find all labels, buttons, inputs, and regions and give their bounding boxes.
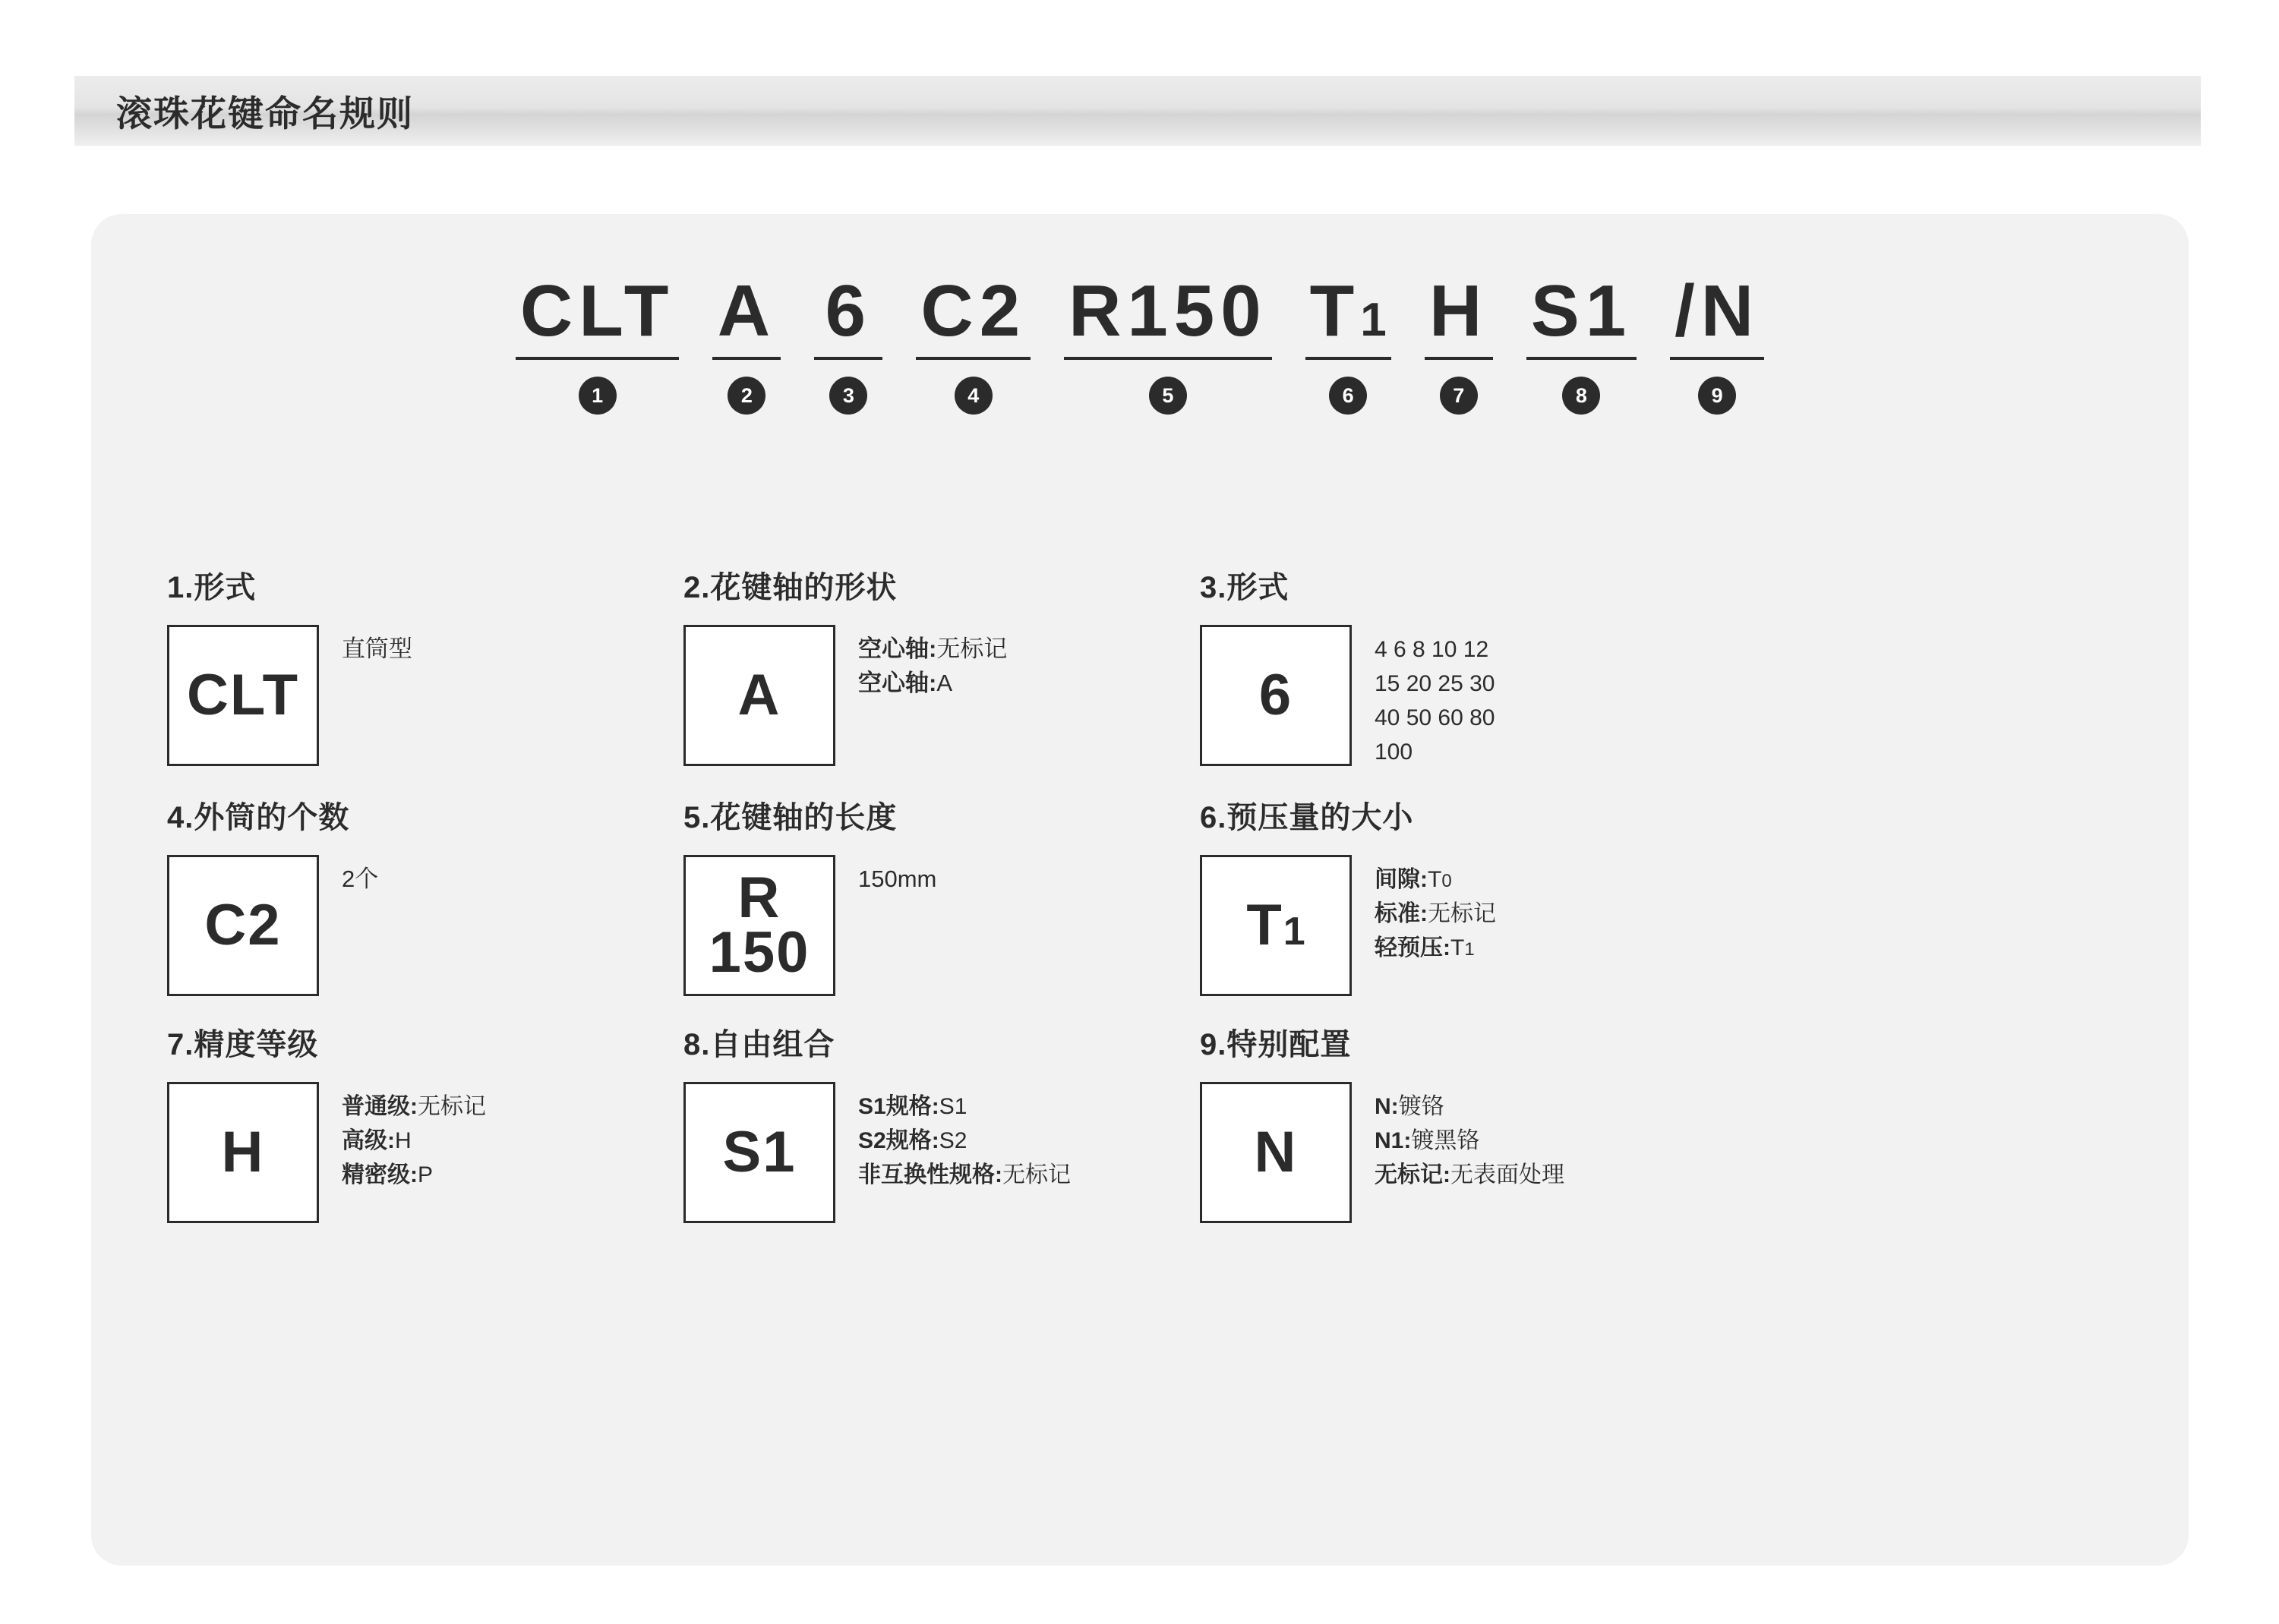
legend-item-code-box (683, 855, 835, 996)
legend-grid (167, 563, 2126, 1247)
code-segment (1425, 270, 1493, 415)
legend-note-label: S1规格: (858, 1094, 939, 1119)
code-segment (516, 270, 679, 415)
code-segment (1670, 270, 1764, 415)
legend-item-code-box (683, 1082, 835, 1223)
code-segment-badge: 8 (1562, 377, 1600, 415)
legend-item-code-box (167, 1082, 319, 1223)
legend-item-code-box (1200, 855, 1352, 996)
legend-note-line (858, 632, 1007, 667)
legend-note-value: 100 (1375, 739, 1413, 765)
legend-note-label: 普通级: (342, 1094, 418, 1119)
code-segment-text: CLT (519, 270, 675, 352)
code-segment-underline (1526, 357, 1637, 360)
legend-item-code-text: A (737, 662, 781, 727)
legend-item-code-text: T1 (1246, 892, 1305, 957)
legend-item (1200, 563, 1716, 769)
code-segment-underline (1064, 357, 1272, 360)
legend-item-notes (1375, 1082, 1564, 1192)
legend-item-title: 4.外筒的个数 (167, 801, 350, 834)
legend-item-code-text: N (1254, 1119, 1298, 1184)
code-segment (916, 270, 1031, 415)
legend-item (683, 563, 1200, 769)
legend-item-code-text: 6 (1258, 662, 1293, 727)
legend-item-title: 5.花键轴的长度 (683, 801, 898, 834)
code-segment-badge: 6 (1329, 377, 1367, 415)
legend-note-line (1375, 862, 1496, 897)
legend-note-line (1375, 667, 1495, 701)
legend-item-body (167, 625, 683, 766)
legend-note-label: 间隙: (1375, 867, 1428, 892)
naming-rule-panel (91, 214, 2189, 1566)
legend-item-title: 2.花键轴的形状 (683, 571, 898, 604)
legend-item-body (683, 1082, 1200, 1223)
legend-item (1200, 1020, 1716, 1223)
legend-item-title: 1.形式 (167, 571, 257, 604)
legend-item (1200, 793, 1716, 996)
legend-note-line (342, 1158, 486, 1192)
code-string-row (91, 270, 2189, 415)
legend-note-line (858, 1089, 1071, 1124)
legend-item-notes (342, 855, 378, 897)
legend-note-line (342, 1124, 486, 1158)
legend-note-label: 非互换性规格: (858, 1162, 1002, 1187)
code-segment-badge: 9 (1698, 377, 1736, 415)
legend-item-title: 7.精度等级 (167, 1028, 319, 1061)
legend-note-line (858, 862, 936, 897)
legend-item-code-box (1200, 625, 1352, 766)
code-segment-underline (1425, 357, 1493, 360)
legend-note-value: T1 (1450, 935, 1475, 960)
legend-note-value: 直筒型 (342, 635, 412, 662)
code-segment (1064, 270, 1272, 415)
legend-note-value: 镀铬 (1398, 1094, 1444, 1119)
legend-item-body (1200, 625, 1716, 769)
legend-note-line (858, 1124, 1071, 1158)
legend-note-label: 无标记: (1375, 1162, 1450, 1187)
legend-item-title: 9.特别配置 (1200, 1028, 1352, 1061)
legend-note-value: 无标记 (1002, 1162, 1071, 1187)
legend-item-notes (1375, 855, 1496, 965)
legend-note-line (1375, 897, 1496, 931)
legend-note-value: 无标记 (1428, 901, 1496, 926)
code-segment-text: /N (1675, 270, 1760, 352)
legend-note-value: 150mm (858, 866, 937, 892)
code-segment-underline (1305, 357, 1391, 360)
legend-item-code-text: S1 (722, 1119, 797, 1184)
legend-item-code-box (1200, 1082, 1352, 1223)
legend-note-line (342, 1089, 486, 1124)
legend-item-title: 6.预压量的大小 (1200, 801, 1414, 834)
legend-note-line (858, 1158, 1071, 1192)
legend-note-label: 轻预压: (1375, 935, 1450, 960)
legend-item-code-text: R 150 (709, 865, 810, 985)
legend-item-body (683, 625, 1200, 766)
code-segment-text: H (1429, 270, 1488, 352)
legend-note-line (342, 632, 412, 667)
code-segment-underline (814, 357, 882, 360)
code-segment-badge: 2 (728, 377, 765, 415)
legend-item-notes (1375, 625, 1495, 769)
legend-note-value: A (936, 669, 953, 696)
legend-note-value: 无表面处理 (1450, 1162, 1564, 1187)
legend-item (167, 563, 683, 769)
code-segment-text: R150 (1068, 270, 1267, 352)
code-segment-underline (1670, 357, 1764, 360)
legend-item-title: 3.形式 (1200, 571, 1289, 604)
code-segment-badge: 1 (579, 377, 617, 415)
legend-item-body (1200, 855, 1716, 996)
code-segment-text: S1 (1530, 270, 1633, 352)
legend-note-value: 40 50 60 80 (1375, 705, 1495, 730)
legend-note-value: 4 6 8 10 12 (1375, 637, 1489, 662)
legend-note-label: 空心轴: (858, 669, 937, 696)
legend-note-label: 高级: (342, 1128, 395, 1153)
legend-note-line (1375, 1124, 1564, 1158)
code-segment (1305, 270, 1391, 415)
legend-item-notes (342, 625, 412, 667)
legend-item-code-box (167, 855, 319, 996)
code-segment (814, 270, 882, 415)
code-segment-badge: 4 (955, 377, 993, 415)
legend-note-line (1375, 632, 1495, 667)
legend-item-code-text: CLT (186, 662, 300, 727)
legend-note-value: T0 (1428, 867, 1452, 892)
page-title: 滚珠花键命名规则 (116, 93, 414, 134)
legend-item-body (1200, 1082, 1716, 1223)
code-segment-badge: 3 (829, 377, 867, 415)
legend-note-value: H (395, 1128, 412, 1153)
code-segment-underline (916, 357, 1031, 360)
code-segment (712, 270, 781, 415)
legend-note-line (1375, 735, 1495, 769)
legend-item-code-text: H (221, 1119, 265, 1184)
legend-item (683, 1020, 1200, 1223)
legend-note-line (858, 667, 1007, 701)
code-segment-text: T1 (1309, 270, 1387, 352)
legend-item (683, 793, 1200, 996)
legend-item-code-box (683, 625, 835, 766)
legend-item-code-box (167, 625, 319, 766)
legend-item (167, 1020, 683, 1223)
legend-item-notes (858, 625, 1007, 701)
legend-note-line (1375, 1089, 1564, 1124)
code-segment-badge: 7 (1440, 377, 1478, 415)
legend-note-value: 2个 (342, 866, 379, 892)
code-segment-text: 6 (825, 270, 873, 352)
legend-item-notes (858, 855, 936, 897)
legend-item-body (167, 1082, 683, 1223)
code-segment-underline (516, 357, 679, 360)
code-segment-text: A (717, 270, 777, 352)
legend-note-label: N1: (1375, 1128, 1412, 1153)
code-segment (1526, 270, 1637, 415)
legend-note-label: 空心轴: (858, 635, 937, 662)
legend-note-line (342, 862, 378, 897)
legend-note-line (1375, 1158, 1564, 1192)
legend-item (167, 793, 683, 996)
legend-item-body (683, 855, 1200, 996)
legend-note-value: S1 (939, 1094, 967, 1119)
code-segment-underline (712, 357, 781, 360)
legend-note-label: 精密级: (342, 1162, 418, 1187)
legend-item-notes (342, 1082, 486, 1192)
legend-note-value: 镀黑铬 (1411, 1128, 1480, 1153)
legend-item-code-text: C2 (204, 892, 282, 957)
legend-item-title: 8.自由组合 (683, 1028, 835, 1061)
legend-note-label: S2规格: (858, 1128, 939, 1153)
code-segment-text: C2 (920, 270, 1027, 352)
legend-note-value: P (418, 1162, 434, 1187)
legend-note-line (1375, 931, 1496, 965)
legend-note-value: 无标记 (418, 1094, 486, 1119)
legend-item-notes (858, 1082, 1071, 1192)
header-bar (74, 76, 2201, 146)
legend-note-line (1375, 701, 1495, 735)
legend-note-value: S2 (939, 1128, 967, 1153)
legend-note-label: 标准: (1375, 901, 1428, 926)
legend-note-value: 15 20 25 30 (1375, 671, 1495, 696)
legend-note-value: 无标记 (936, 635, 1008, 662)
code-segment-badge: 5 (1149, 377, 1187, 415)
legend-item-body (167, 855, 683, 996)
legend-note-label: N: (1375, 1094, 1399, 1119)
